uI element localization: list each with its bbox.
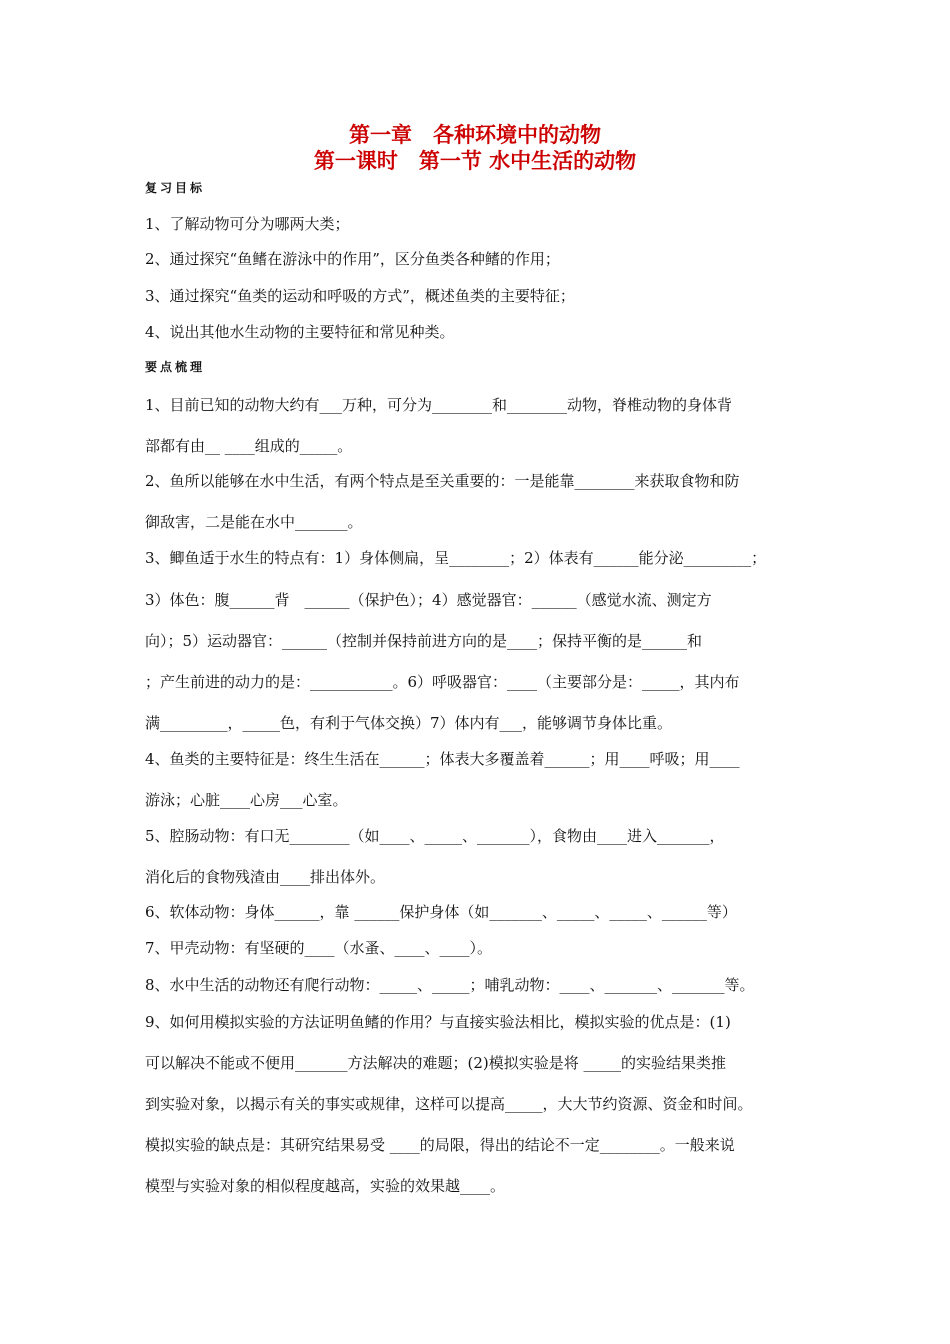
key-point-line: 6、软体动物：身体______，靠 ______保护身体（如_______、_____、_____、______等） [145,903,737,921]
key-point-line: 部都有由__ ____组成的_____。 [145,437,353,455]
key-point-line: 御敌害，二是能在水中_______。 [145,513,363,531]
key-point-line: 1、目前已知的动物大约有___万种，可分为________和________动物，脊椎动物的身体背 [145,396,733,414]
key-point-line: 7、甲壳动物：有坚硬的____（水蚤、____、____）。 [145,939,493,957]
review-goal-item: 4、说出其他水生动物的主要特征和常见种类。 [145,323,455,341]
key-point-line: ；产生前进的动力的是：___________。6）呼吸器官：____（主要部分是：_____，其内布 [145,673,740,691]
chapter-title: 第一章 各种环境中的动物 [349,123,601,147]
review-goal-item: 2、通过探究“鱼鳍在游泳中的作用”，区分鱼类各种鳍的作用； [145,250,560,268]
key-point-line: 模型与实验对象的相似程度越高，实验的效果越____。 [145,1177,506,1195]
review-goal-item: 1、了解动物可分为哪两大类； [145,215,350,233]
key-point-line: 游泳；心脏____心房___心室。 [145,791,348,809]
key-point-line: 满_________，_____色，有利于气体交换）7）体内有___，能够调节身体比重。 [145,714,673,732]
lesson-title: 第一课时 第一节 水中生活的动物 [313,149,637,173]
key-point-line: 消化后的食物残渣由____排出体外。 [145,868,386,886]
key-point-line: 8、水中生活的动物还有爬行动物：_____、_____；哺乳动物：____、_______、_______等。 [145,976,755,994]
key-point-line: 模拟实验的缺点是：其研究结果易受 ____的局限，得出的结论不一定________。一般来说 [145,1136,735,1154]
key-point-line: 2、鱼所以能够在水中生活，有两个特点是至关重要的：一是能靠________来获取食物和防 [145,472,740,490]
key-point-line: 4、鱼类的主要特征是：终生生活在______；体表大多覆盖着______；用____呼吸；用____ [145,750,740,768]
key-point-line: 可以解决不能或不便用_______方法解决的难题；(2)模拟实验是将 _____的实验结果类推 [145,1054,727,1072]
review-goals-heading: 复习目标 [145,181,206,195]
key-point-line: 3、鲫鱼适于水生的特点有：1）身体侧扁，呈________；2）体表有______能分泌_________； [145,549,767,567]
key-point-line: 向）；5）运动器官：______（控制并保持前进方向的是____；保持平衡的是______和 [145,632,703,650]
review-goal-item: 3、通过探究“鱼类的运动和呼吸的方式”，概述鱼类的主要特征； [145,287,575,305]
key-points-heading: 要点梳理 [145,360,206,374]
key-point-line: 5、腔肠动物：有口无________（如____、_____、_______），食物由____进入_______， [145,827,725,845]
key-point-line: 3）体色：腹______背 ______（保护色）；4）感觉器官：______（感觉水流、测定方 [145,591,712,609]
key-point-line: 到实验对象，以揭示有关的事实或规律，这样可以提高_____，大大节约资源、资金和时间。 [145,1095,753,1113]
key-point-line: 9、如何用模拟实验的方法证明鱼鳍的作用？与直接实验法相比，模拟实验的优点是：(1) [145,1013,731,1031]
